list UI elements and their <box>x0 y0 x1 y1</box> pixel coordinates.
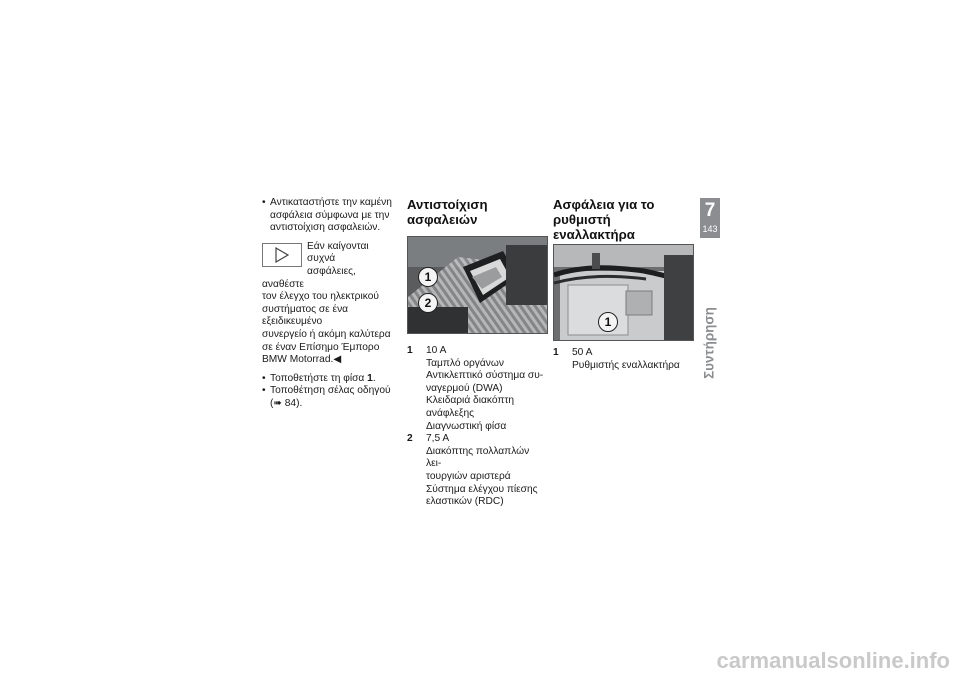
title-line: Ασφάλεια για το ρυθμιστή <box>553 197 655 227</box>
chapter-title <box>700 243 720 379</box>
legend-line: ανάφλεξης <box>426 407 475 419</box>
regulator-legend <box>553 347 693 372</box>
note-line: συστήματος σε ένα εξειδικευμένο <box>262 303 349 328</box>
callout-2: 2 <box>418 293 438 313</box>
callout-1: 1 <box>598 312 618 332</box>
reference-number: 1 <box>367 372 373 384</box>
note-line: συνεργείο ή ακόμη καλύτερα <box>262 328 391 340</box>
bullet-dot: • <box>262 372 266 384</box>
legend-number: 2 <box>407 433 413 445</box>
legend-line: Διακόπτης πολλαπλών λει- <box>426 445 530 470</box>
watermark: carmanualsonline.info <box>716 648 950 673</box>
section-title: Αντιστοίχιση ασφαλειών <box>407 197 488 227</box>
bullet-line: ασφάλεια σύμφωνα με την <box>270 209 390 221</box>
legend-line: τουργιών αριστερά <box>426 470 511 482</box>
section-title <box>553 197 693 242</box>
bullet-install-seat <box>262 385 397 410</box>
regulator-photo <box>553 244 694 341</box>
fuse-assignment-section <box>407 197 547 509</box>
bullet-insert-plug <box>262 373 397 386</box>
legend-line: ελαστικών (RDC) <box>426 496 504 508</box>
legend-item <box>407 433 547 509</box>
legend-line: Αντικλεπτικό σύστημα συ- <box>426 370 544 382</box>
legend-number: 1 <box>553 347 559 358</box>
bullet-dot: • <box>262 385 266 397</box>
note-line: τον έλεγχο του ηλεκτρικού <box>262 291 379 303</box>
legend-item <box>407 345 547 433</box>
bullet-line: Τοποθέτηση σέλας οδηγού <box>270 385 391 397</box>
note-line-last <box>262 354 397 367</box>
bullet-text: Τοποθετήστε τη φίσα <box>270 372 368 384</box>
fuse-box-photo <box>407 236 548 334</box>
chapter-title-text: Συντήρηση <box>701 307 717 379</box>
note-line: Εάν καίγονται συχνά <box>307 240 369 265</box>
bullet-replace-fuse <box>262 197 397 235</box>
legend-line: ναγερμού (DWA) <box>426 382 503 394</box>
note-text: BMW Motorrad. <box>262 354 334 366</box>
play-icon <box>262 243 302 267</box>
legend-line: 50 A <box>572 347 593 358</box>
legend-line: Ρυθμιστής εναλλακτήρα <box>572 359 680 371</box>
legend-line: 10 A <box>426 345 447 356</box>
note-line: ασφάλειες, αναθέστε <box>262 265 356 290</box>
callout-1: 1 <box>418 267 438 287</box>
workshop-note <box>262 241 397 367</box>
legend-line: Διαγνωστική φίσα <box>426 420 507 432</box>
legend-line: Σύστημα ελέγχου πίεσης <box>426 483 538 495</box>
legend-number: 1 <box>407 345 413 356</box>
legend-line: Κλειδαριά διακόπτη <box>426 395 515 407</box>
page-number: 143 <box>702 224 718 234</box>
legend-line: Ταμπλό οργάνων <box>426 357 504 369</box>
bullet-line: αντιστοίχιση ασφαλειών. <box>270 222 381 234</box>
fuse-legend <box>407 345 547 509</box>
bullet-line: Αντικαταστήστε την καμένη <box>270 197 392 208</box>
end-mark-icon: ◀ <box>333 354 342 366</box>
chapter-number: 7 <box>704 200 716 221</box>
regulator-fuse-section <box>553 197 693 372</box>
title-line: εναλλακτήρα <box>553 227 635 242</box>
note-line: σε έναν Επίσημο Έμπορο <box>262 341 380 353</box>
legend-line: 7,5 A <box>426 433 450 445</box>
legend-item <box>553 347 693 372</box>
left-column <box>262 197 397 411</box>
bullet-end: . <box>372 372 376 384</box>
chapter-tab <box>700 198 720 238</box>
bullet-dot: • <box>262 197 266 208</box>
page-reference-link[interactable]: (➠ 84). <box>270 397 303 409</box>
